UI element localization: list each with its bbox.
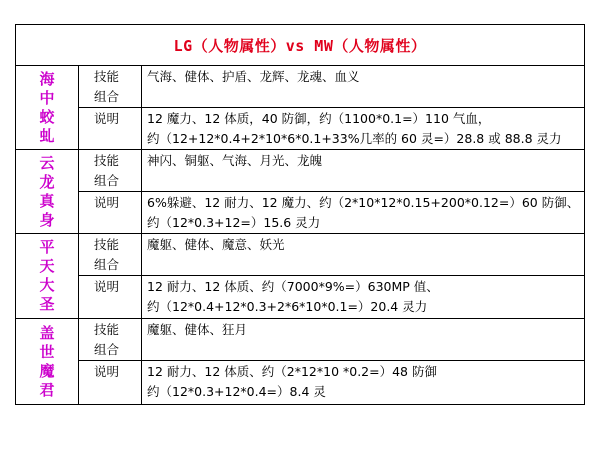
table-row [16, 361, 585, 405]
group-name-char: 天 [39, 257, 55, 275]
group-name [16, 66, 79, 150]
table-row [16, 234, 585, 276]
table-row [16, 108, 585, 150]
skill-label-line: 技能 [94, 153, 120, 168]
group-name-char: 真 [39, 191, 55, 210]
group-name-char: 云 [39, 153, 55, 172]
attribute-table [15, 24, 585, 405]
group-name-char: 龙 [39, 172, 55, 191]
group-name-char: 君 [39, 380, 55, 399]
group-name-char: 盖 [39, 323, 55, 342]
group-name [16, 319, 79, 405]
group-name-char: 魔 [39, 361, 55, 380]
skill-value: 气海、健体、护盾、龙辉、龙魂、血义 [142, 66, 585, 108]
desc-line: 约（12*0.3+12*0.4=）8.4 灵 [147, 384, 326, 399]
table-row [16, 66, 585, 108]
group-name-char: 身 [39, 210, 55, 229]
table-title: LG（人物属性）vs MW（人物属性） [16, 25, 585, 66]
group-name [16, 150, 79, 234]
desc-value [142, 276, 585, 319]
skill-label [79, 234, 142, 276]
skill-label [79, 319, 142, 361]
group-name-char: 虬 [39, 126, 55, 145]
table-row [16, 192, 585, 234]
desc-line: 约（12*0.3+12=）15.6 灵力 [147, 215, 321, 230]
skill-value: 神闪、铜躯、气海、月光、龙魄 [142, 150, 585, 192]
skill-label [79, 66, 142, 108]
skill-value: 魔躯、健体、狂月 [142, 319, 585, 361]
group-name-char: 世 [39, 342, 55, 361]
skill-label-line: 技能 [94, 237, 120, 252]
group-name-char: 中 [39, 88, 55, 107]
group-name [16, 234, 79, 319]
group-name-char: 海 [39, 69, 55, 88]
desc-label: 说明 [79, 361, 142, 405]
desc-line: 约（12*0.4+12*0.3+2*6*10*0.1=）20.4 灵力 [147, 299, 428, 314]
skill-label-line: 组合 [94, 257, 120, 272]
group-name-char: 圣 [39, 295, 55, 313]
desc-line: 12 魔力、12 体质，40 防御，约（1100*0.1=）110 气血， [147, 111, 491, 126]
desc-line: 6%躲避、12 耐力、12 魔力、约（2*10*12*0.15+200*0.12=）60 防御、 [147, 195, 580, 210]
desc-value [142, 192, 585, 234]
table-row [16, 276, 585, 319]
desc-line: 12 耐力、12 体质、约（2*12*10 *0.2=）48 防御 [147, 364, 437, 379]
group-name-char: 蛟 [39, 107, 55, 126]
table-row [16, 150, 585, 192]
desc-label: 说明 [79, 108, 142, 150]
desc-label: 说明 [79, 276, 142, 319]
skill-label [79, 150, 142, 192]
skill-value: 魔躯、健体、魔意、妖光 [142, 234, 585, 276]
desc-line: 12 耐力、12 体质、约（7000*9%=）630MP 值、 [147, 279, 439, 294]
desc-value [142, 108, 585, 150]
desc-line: 约（12+12*0.4+2*10*6*0.1+33%几率的 60 灵=）28.8 或 88.8 灵力 [147, 131, 562, 146]
skill-label-line: 技能 [94, 322, 120, 337]
desc-value [142, 361, 585, 405]
table-row [16, 319, 585, 361]
skill-label-line: 技能 [94, 69, 120, 84]
skill-label-line: 组合 [94, 89, 120, 104]
skill-label-line: 组合 [94, 342, 120, 357]
group-name-char: 平 [39, 238, 55, 256]
group-name-char: 大 [39, 276, 55, 294]
desc-label: 说明 [79, 192, 142, 234]
skill-label-line: 组合 [94, 173, 120, 188]
